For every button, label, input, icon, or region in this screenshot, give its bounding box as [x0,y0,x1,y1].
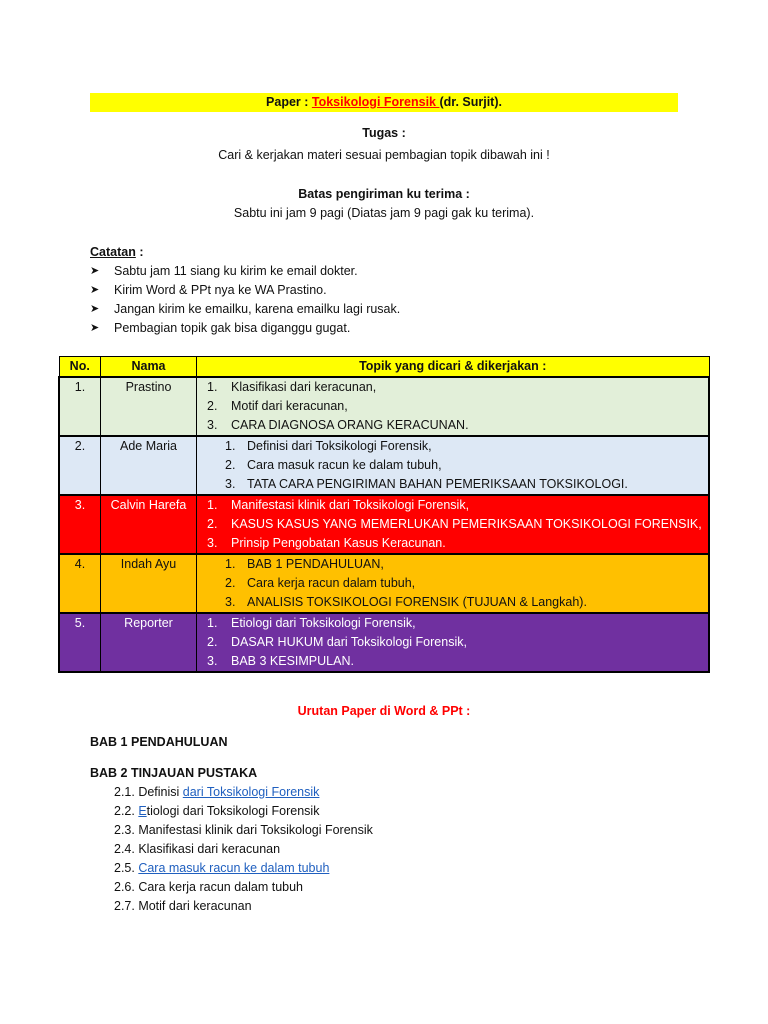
topic-text: CARA DIAGNOSA ORANG KERACUNAN. [231,418,469,432]
catatan-item [90,319,400,338]
catatan-heading [90,243,400,262]
tugas-text: Cari & kerjakan materi sesuai pembagian topik dibawah ini ! [218,148,550,162]
bab2-subsections [114,783,373,916]
topic-text: TATA CARA PENGIRIMAN BAHAN PEMERIKSAAN TOKSIKOLOGI. [247,477,628,491]
row-number: 5. [59,613,101,672]
row-topics [197,436,710,495]
topic-item [197,652,708,671]
topic-item [197,614,708,633]
topic-text: ANALISIS TOKSIKOLOGI FORENSIK (TUJUAN & Langkah). [247,595,587,609]
bab2-heading: BAB 2 TINJAUAN PUSTAKA [90,766,258,780]
paper-title-banner [90,93,678,112]
topic-number: 2. [207,517,218,531]
catatan-item [90,281,400,300]
row-number: 3. [59,495,101,554]
arrow-bullet-icon: ➤ [90,265,100,277]
table-row [59,613,709,672]
subsection-2-7: 2.7. Motif dari keracunan [114,899,252,913]
topic-item [197,633,708,652]
subsection-link[interactable]: Cara masuk racun ke dalam tubuh [138,861,330,875]
topic-item [197,437,708,456]
catatan-item [90,300,400,319]
topic-text: Cara kerja racun dalam tubuh, [247,576,416,590]
topic-item [197,534,708,553]
topic-text: Klasifikasi dari keracunan, [231,380,377,394]
row-topics [197,495,710,554]
task-table [58,356,710,673]
topic-number: 3. [207,418,218,432]
table-row [59,436,709,495]
topic-text: Manifestasi klinik dari Toksikologi Forensik, [231,498,470,512]
header-no: No. [59,357,101,378]
subsection-text: 2.1. Definisi [114,785,183,799]
topic-number: 2. [225,576,236,590]
batas-label: Batas pengiriman ku terima : [298,187,470,201]
topic-item [197,456,708,475]
topic-text: BAB 1 PENDAHULUAN, [247,557,384,571]
catatan-item-text: Jangan kirim ke emailku, karena emailku lagi rusak. [114,302,401,316]
topic-number: 2. [207,635,218,649]
topic-text: Prinsip Pengobatan Kasus Keracunan. [231,536,446,550]
subsection-2-2 [114,802,373,821]
subsection-2-3: 2.3. Manifestasi klinik dari Toksikologi Forensik [114,823,373,837]
header-topik: Topik yang dicari & dikerjakan : [197,357,710,378]
topic-item [197,496,708,515]
topic-number: 1. [225,557,236,571]
subsection-2-6: 2.6. Cara kerja racun dalam tubuh [114,880,303,894]
catatan-item-text: Pembagian topik gak bisa diganggu gugat. [114,321,351,335]
row-number: 2. [59,436,101,495]
table-row [59,554,709,613]
catatan-section [90,243,400,338]
topic-number: 3. [207,536,218,550]
topic-item [197,416,708,435]
subsection-text: 2.2. [114,804,139,818]
topic-text: BAB 3 KESIMPULAN. [231,654,354,668]
row-number: 4. [59,554,101,613]
urutan-title: Urutan Paper di Word & PPt : [297,704,471,718]
arrow-bullet-icon: ➤ [90,322,100,334]
tugas-label: Tugas : [362,126,406,140]
row-nama: Indah Ayu [101,554,197,613]
topic-item [197,397,708,416]
row-nama: Calvin Harefa [101,495,197,554]
topic-text: Motif dari keracunan, [231,399,348,413]
row-topics [197,377,710,436]
topic-text: Definisi dari Toksikologi Forensik, [247,439,432,453]
topic-number: 1. [225,439,236,453]
topic-number: 2. [207,399,218,413]
subsection-2-1 [114,783,373,802]
subsection-text: tiologi dari Toksikologi Forensik [146,804,320,818]
topic-item [197,475,708,494]
catatan-item-text: Kirim Word & PPt nya ke WA Prastino. [114,283,327,297]
catatan-label: Catatan [90,245,136,259]
subsection-2-5 [114,859,373,878]
paper-title-prefix: Paper : [266,95,312,109]
catatan-colon: : [135,245,144,259]
paper-title-link[interactable]: Toksikologi Forensik [311,95,440,109]
catatan-list [90,262,400,338]
topic-number: 1. [207,616,218,630]
topic-text: KASUS KASUS YANG MEMERLUKAN PEMERIKSAAN TOKSIKOLOGI FORENSIK, [231,517,702,531]
topic-number: 1. [207,380,218,394]
catatan-item-text: Sabtu jam 11 siang ku kirim ke email dokter. [114,264,358,278]
topic-text: DASAR HUKUM dari Toksikologi Forensik, [231,635,467,649]
arrow-bullet-icon: ➤ [90,303,100,315]
batas-text: Sabtu ini jam 9 pagi (Diatas jam 9 pagi gak ku terima). [233,206,535,220]
topic-number: 3. [225,595,236,609]
topic-number: 3. [225,477,236,491]
topic-text: Cara masuk racun ke dalam tubuh, [247,458,442,472]
subsection-link[interactable]: dari Toksikologi Forensik [182,785,320,799]
topic-number: 1. [207,498,218,512]
topic-item [197,555,708,574]
table-header-row [59,357,709,378]
topic-item [197,574,708,593]
row-number: 1. [59,377,101,436]
table-row [59,495,709,554]
row-nama: Ade Maria [101,436,197,495]
subsection-link[interactable]: E [138,804,147,818]
bab1-heading: BAB 1 PENDAHULUAN [90,735,228,749]
row-nama: Prastino [101,377,197,436]
subsection-2-4: 2.4. Klasifikasi dari keracunan [114,842,281,856]
subsection-text: 2.5. [114,861,139,875]
topic-number: 2. [225,458,236,472]
catatan-item [90,262,400,281]
paper-title-suffix: (dr. Surjit). [439,95,502,109]
header-nama: Nama [101,357,197,378]
table-row [59,377,709,436]
topic-item [197,378,708,397]
row-topics [197,613,710,672]
arrow-bullet-icon: ➤ [90,284,100,296]
topic-item [197,515,708,534]
topic-number: 3. [207,654,218,668]
topic-text: Etiologi dari Toksikologi Forensik, [231,616,416,630]
row-nama: Reporter [101,613,197,672]
row-topics [197,554,710,613]
topic-item [197,593,708,612]
